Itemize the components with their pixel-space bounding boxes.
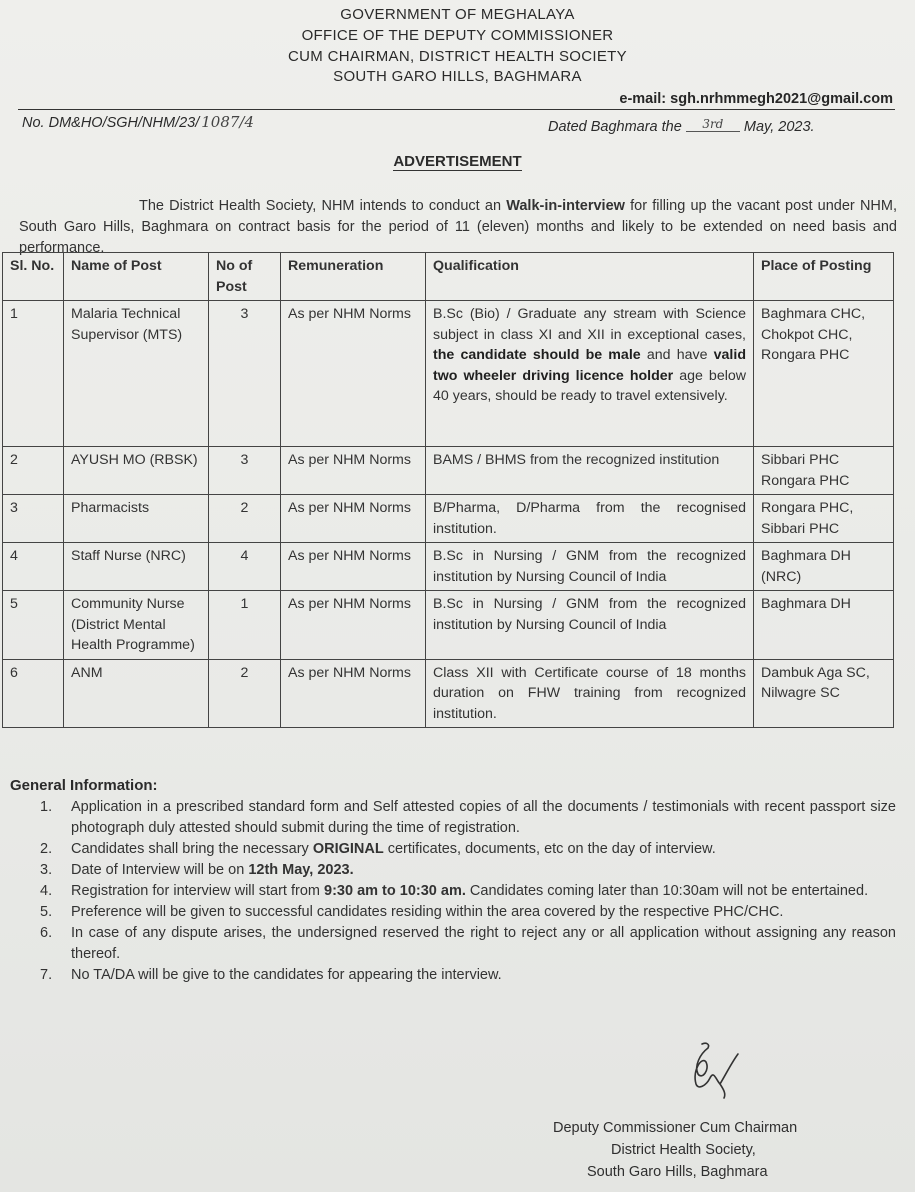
table-row <box>3 495 894 543</box>
cell-place: Baghmara DH <box>754 591 894 660</box>
header-government: GOVERNMENT OF MEGHALAYA <box>340 6 575 23</box>
table-row <box>3 659 894 728</box>
cell-count: 2 <box>209 495 281 543</box>
cell-count: 3 <box>209 447 281 495</box>
cell-sl: 3 <box>3 495 64 543</box>
handwritten-signature <box>680 1040 750 1100</box>
date-suffix: May, 2023. <box>743 119 815 135</box>
signatory-block <box>553 1117 853 1183</box>
cell-qualification: BAMS / BHMS from the recognized institution <box>426 447 754 495</box>
cell-post: Staff Nurse (NRC) <box>64 543 209 591</box>
table-row <box>3 591 894 660</box>
cell-remuneration: As per NHM Norms <box>281 543 426 591</box>
table-row <box>3 543 894 591</box>
date-label: Dated Baghmara the <box>548 119 682 135</box>
walk-in-interview-text: Walk-in-interview <box>506 198 625 214</box>
cell-remuneration: As per NHM Norms <box>281 495 426 543</box>
cell-place: Sibbari PHC Rongara PHC <box>754 447 894 495</box>
header-location: SOUTH GARO HILLS, BAGHMARA <box>333 68 582 85</box>
header-email: e-mail: sgh.nrhmmegh2021@gmail.com <box>619 91 893 107</box>
cell-post: Malaria Technical Supervisor (MTS) <box>64 301 209 447</box>
cell-qualification: Class XII with Certificate course of 18 months duration on FHW training from recognized institution. <box>426 659 754 728</box>
list-item: 7. No TA/DA will be give to the candidates for appearing the interview. <box>40 967 502 983</box>
reference-number-handwritten: 1087/4 <box>201 113 255 131</box>
cell-sl: 5 <box>3 591 64 660</box>
header-society: CUM CHAIRMAN, DISTRICT HEALTH SOCIETY <box>288 48 627 65</box>
cell-place: Rongara PHC, Sibbari PHC <box>754 495 894 543</box>
cell-qualification: B.Sc (Bio) / Graduate any stream with Science subject in class XI and XII in exceptional cases, the candidate should be male and have valid two wheeler driving licence holder age below 40 years, should be ready to travel extensively. <box>426 301 754 447</box>
table-row <box>3 301 894 447</box>
cell-remuneration: As per NHM Norms <box>281 591 426 660</box>
col-place-of-posting: Place of Posting <box>754 253 894 301</box>
cell-place: Dambuk Aga SC, Nilwagre SC <box>754 659 894 728</box>
cell-remuneration: As per NHM Norms <box>281 659 426 728</box>
cell-sl: 2 <box>3 447 64 495</box>
col-qualification: Qualification <box>426 253 754 301</box>
cell-qualification: B.Sc in Nursing / GNM from the recognized institution by Nursing Council of India <box>426 591 754 660</box>
cell-sl: 1 <box>3 301 64 447</box>
cell-count: 1 <box>209 591 281 660</box>
header-divider <box>18 109 895 110</box>
reference-number <box>22 113 254 131</box>
col-sl-no: Sl. No. <box>3 253 64 301</box>
vacancy-table <box>2 252 894 728</box>
cell-post: Community Nurse (District Mental Health Programme) <box>64 591 209 660</box>
cell-qualification: B.Sc in Nursing / GNM from the recognized institution by Nursing Council of India <box>426 543 754 591</box>
signatory-society: District Health Society, <box>611 1142 756 1158</box>
date-handwritten: 3rd <box>686 117 740 132</box>
cell-place: Baghmara DH (NRC) <box>754 543 894 591</box>
list-item: 1. Application in a prescribed standard form and Self attested copies of all the documents / testimonials with recent passport size photograph duly attested should submit during the time of registration. <box>40 799 896 836</box>
cell-count: 2 <box>209 659 281 728</box>
cell-qualification: B/Pharma, D/Pharma from the recognised institution. <box>426 495 754 543</box>
cell-post: Pharmacists <box>64 495 209 543</box>
col-name-of-post: Name of Post <box>64 253 209 301</box>
cell-count: 4 <box>209 543 281 591</box>
cell-place: Baghmara CHC, Chokpot CHC, Rongara PHC <box>754 301 894 447</box>
col-no-of-post: No of Post <box>209 253 281 301</box>
list-item: 5. Preference will be given to successful candidates residing within the area covered by the respective PHC/CHC. <box>40 904 784 920</box>
cell-count: 3 <box>209 301 281 447</box>
intro-paragraph: The District Health Society, NHM intends to conduct an Walk-in-interview for filling up the vacant post under NHM, South Garo Hills, Baghmara on contract basis for the period of 11 (eleven) months and likely to be extended on need basis and performance. <box>19 198 897 256</box>
reference-number-label: No. DM&HO/SGH/NHM/23/ <box>22 115 200 131</box>
general-information-list <box>20 797 896 986</box>
cell-remuneration: As per NHM Norms <box>281 447 426 495</box>
signatory-location: South Garo Hills, Baghmara <box>587 1164 768 1180</box>
cell-post: AYUSH MO (RBSK) <box>64 447 209 495</box>
cell-post: ANM <box>64 659 209 728</box>
advertisement-title: ADVERTISEMENT <box>393 153 522 170</box>
list-item: 4. Registration for interview will start from 9:30 am to 10:30 am. Candidates coming later than 10:30am will not be entertained. <box>40 883 869 899</box>
list-item: 3. Date of Interview will be on 12th May, 2023. <box>40 862 354 878</box>
list-item: 6. In case of any dispute arises, the undersigned reserved the right to reject any or all application without assigning any reason thereof. <box>40 925 896 962</box>
signatory-title: Deputy Commissioner Cum Chairman <box>553 1120 798 1136</box>
header-office: OFFICE OF THE DEPUTY COMMISSIONER <box>301 27 614 44</box>
cell-sl: 4 <box>3 543 64 591</box>
col-remuneration: Remuneration <box>281 253 426 301</box>
reference-date <box>548 117 815 135</box>
table-row <box>3 447 894 495</box>
general-information-title: General Information: <box>10 777 158 794</box>
cell-sl: 6 <box>3 659 64 728</box>
table-header-row <box>3 253 894 301</box>
cell-remuneration: As per NHM Norms <box>281 301 426 447</box>
list-item: 2. Candidates shall bring the necessary ORIGINAL certificates, documents, etc on the day of interview. <box>40 841 716 857</box>
